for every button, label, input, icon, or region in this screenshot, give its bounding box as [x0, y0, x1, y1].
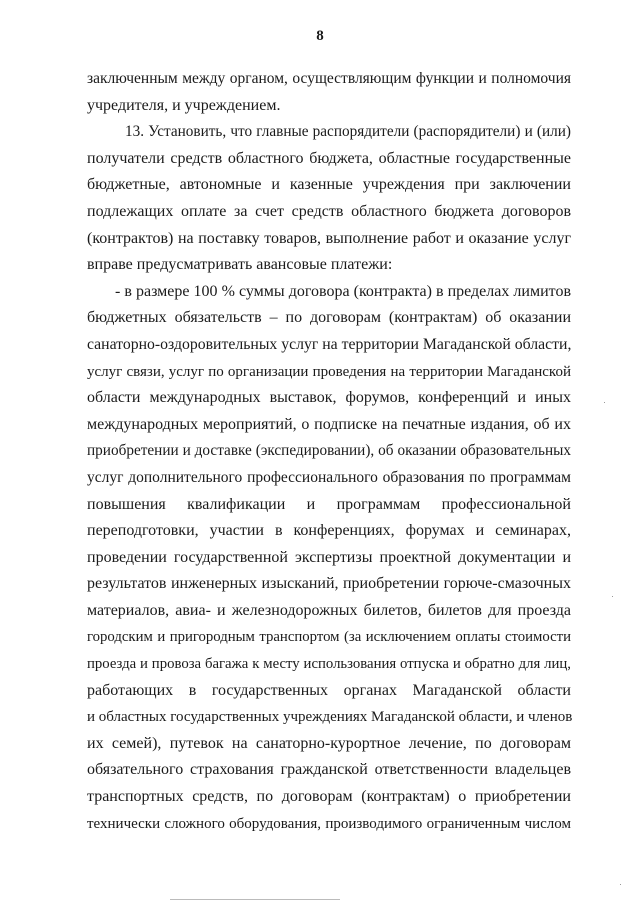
text-line: результатов инженерных изысканий, приобретении горюче-смазочных — [87, 575, 571, 593]
scan-speck — [620, 884, 621, 885]
text-line: международных мероприятий, о подписке на печатные издания, об их — [87, 415, 571, 433]
text-line: учредителя, и учреждением. — [87, 96, 281, 114]
text-line: городским и пригородным транспортом (за исключением оплаты стоимости — [87, 629, 571, 646]
text-line: материалов, авиа- и железнодорожных билетов, билетов для проезда — [87, 601, 571, 619]
text-line: транспортных средств, по договорам (контрактам) о приобретении — [87, 788, 571, 806]
text-line: технически сложного оборудования, производимого ограниченным числом — [87, 815, 571, 832]
text-line: приобретении и доставке (экспедировании), об оказании образовательных — [87, 442, 571, 460]
page-number: 8 — [316, 28, 324, 44]
text-line: повышения квалификации и программам профессиональной — [87, 495, 571, 513]
text-line: санаторно-оздоровительных услуг на территории Магаданской области, — [87, 335, 572, 353]
text-line: подлежащих оплате за счет средств областного бюджета договоров — [87, 202, 571, 220]
text-line: вправе предусматривать авансовые платежи: — [87, 256, 393, 274]
text-line: проезда и провоза багажа к месту использования отпуска и обратно для лиц, — [87, 656, 571, 673]
scan-speck — [612, 596, 613, 597]
text-line: работающих в государственных органах Магаданской области — [87, 681, 571, 699]
text-line: и областных государственных учреждениях Магаданской области, и членов — [87, 709, 573, 726]
text-line: обязательного страхования гражданской ответственности владельцев — [87, 761, 571, 779]
scan-speck — [604, 402, 605, 403]
scan-edge-line — [170, 899, 340, 900]
text-line: бюджетные, автономные и казенные учреждения при заключении — [87, 176, 571, 194]
text-line: проведении государственной экспертизы проектной документации и — [87, 548, 571, 566]
text-line: (контрактов) на поставку товаров, выполнение работ и оказание услуг — [87, 229, 571, 247]
document-body — [87, 66, 571, 837]
text-line: их семей), путевок на санаторно-курортное лечение, по договорам — [87, 734, 571, 752]
text-line: заключенным между органом, осуществляющим функции и полномочия — [87, 70, 571, 87]
text-line: бюджетных обязательств – по договорам (контрактам) об оказании — [87, 309, 571, 327]
text-line: области международных выставок, форумов, конференций и иных — [87, 389, 571, 407]
text-line: - в размере 100 % суммы договора (контракта) в пределах лимитов — [115, 282, 571, 300]
text-line: услуг связи, услуг по организации проведения на территории Магаданской — [87, 363, 571, 380]
text-line: переподготовки, участии в конференциях, форумах и семинарах, — [87, 522, 571, 540]
text-line: услуг дополнительного профессионального образования по программам — [87, 468, 571, 486]
text-line: получатели средств областного бюджета, областные государственные — [87, 149, 571, 167]
text-line: 13. Установить, что главные распорядители (распорядители) и (или) — [125, 123, 571, 141]
